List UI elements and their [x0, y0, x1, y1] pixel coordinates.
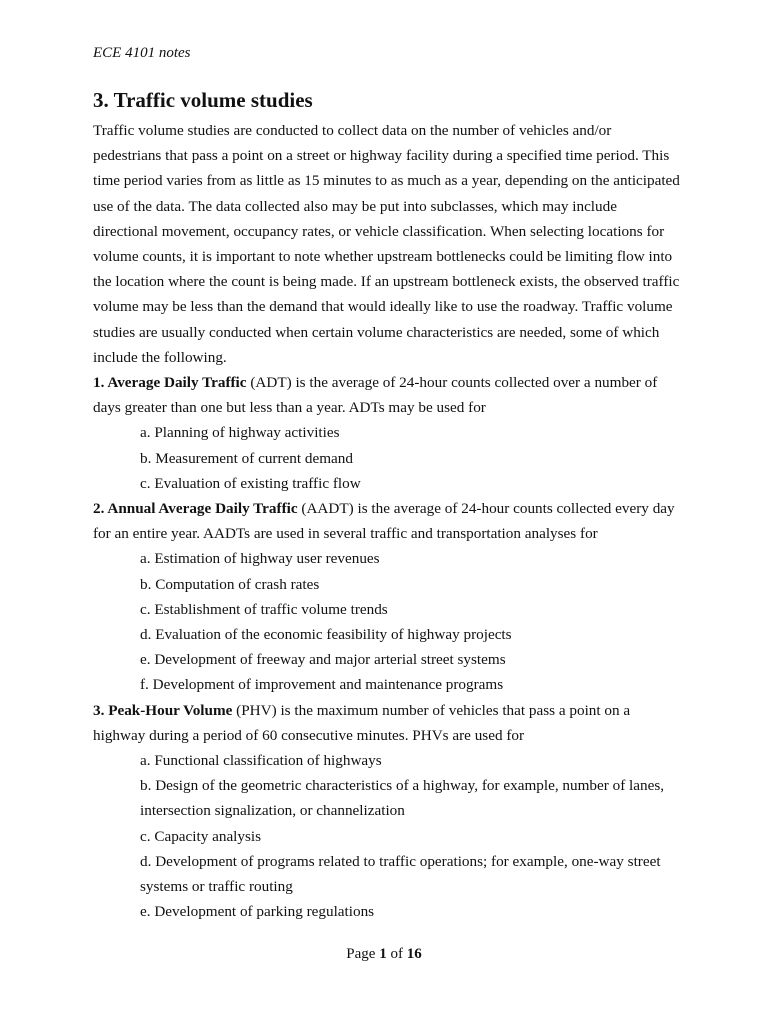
definition-term: 1. Average Daily Traffic: [93, 374, 247, 392]
page-footer: [0, 945, 768, 963]
list-item: a. Functional classification of highways: [140, 752, 382, 770]
list-item: f. Development of improvement and maintenance programs: [140, 676, 504, 694]
definition-aadt: [93, 496, 683, 546]
page-of-label: of: [390, 946, 403, 962]
list-item: b. Measurement of current demand: [140, 449, 353, 467]
aadt-uses-list: [93, 546, 683, 697]
page-total: 16: [406, 946, 422, 962]
list-item: a. Planning of highway activities: [140, 424, 340, 442]
list-item: c. Establishment of traffic volume trends: [140, 600, 388, 618]
list-item: d. Evaluation of the economic feasibility of highway projects: [140, 626, 512, 644]
definition-term: 2. Annual Average Daily Traffic: [93, 500, 298, 518]
adt-uses-list: [93, 420, 683, 496]
list-item: b. Computation of crash rates: [140, 575, 320, 593]
definition-text: (ADT) is the average of 24-hour counts collected over a number of days greater than one but less than a year. ADTs may be used for: [93, 374, 658, 417]
list-item: b. Design of the geometric characteristics of a highway, for example, number of lanes, intersection signalization, or channelization: [140, 777, 665, 820]
definition-text: (PHV) is the maximum number of vehicles that pass a point on a highway during a period of 60 consecutive minutes. PHVs are used for: [93, 701, 631, 744]
running-header: ECE 4101 notes: [93, 45, 191, 61]
page-label: Page: [346, 946, 376, 962]
section-title: 3. Traffic volume studies: [93, 88, 313, 112]
definition-text: (AADT) is the average of 24-hour counts collected every day for an entire year. AADTs are used in several traffic and transportation analyses for: [93, 500, 675, 543]
list-item: e. Development of parking regulations: [140, 903, 375, 921]
list-item: c. Capacity analysis: [140, 827, 262, 845]
definition-term: 3. Peak-Hour Volume: [93, 701, 233, 719]
definition-phv: [93, 698, 683, 748]
page-number: 1: [379, 946, 387, 962]
intro-paragraph: Traffic volume studies are conducted to collect data on the number of vehicles and/or pedestrians that pass a point on a street or highway facility during a specified time period. This time period varies from as little as 15 minutes to as much as a year, depending on the anticipated use of the data. The data collected also may be put into subclasses, which may include directional movement, occupancy rates, or vehicle classification. When selecting locations for volume counts, it is important to note whether upstream bottlenecks could be limiting flow into the location where the count is being made. If an upstream bottleneck exists, the observed traffic volume may be less than the demand that would ideally like to use the roadway. Traffic volume studies are usually conducted when certain volume characteristics are needed, some of which include the following.: [93, 122, 680, 366]
list-item: d. Development of programs related to traffic operations; for example, one-way street systems or traffic routing: [140, 852, 661, 896]
list-item: a. Estimation of highway user revenues: [140, 550, 380, 568]
phv-uses-list: [93, 748, 683, 924]
list-item: e. Development of freeway and major arterial street systems: [140, 651, 506, 669]
definition-adt: [93, 370, 683, 420]
section-body: [93, 118, 683, 925]
list-item: c. Evaluation of existing traffic flow: [140, 474, 361, 492]
